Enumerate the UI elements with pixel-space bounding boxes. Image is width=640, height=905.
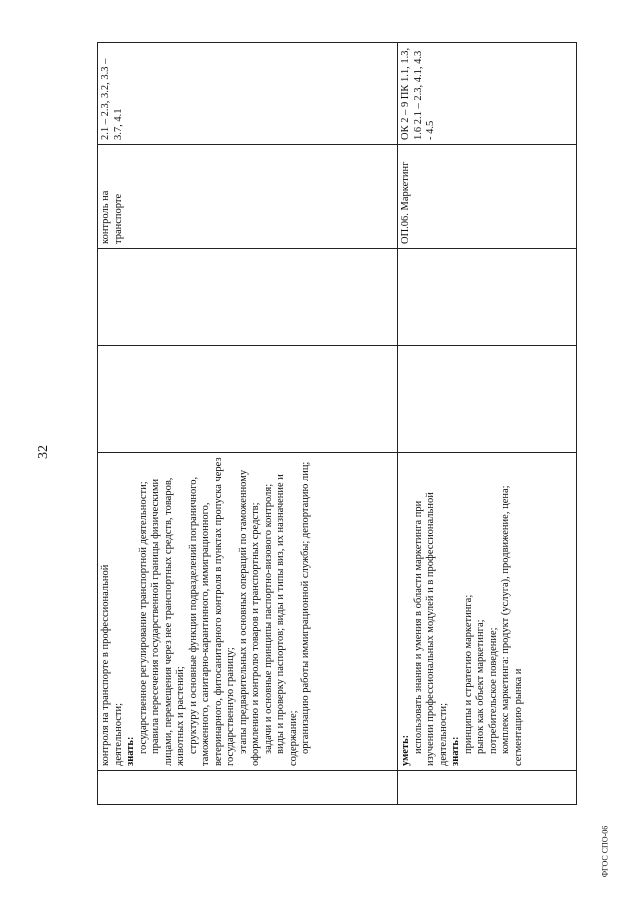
hours-cell: [98, 346, 398, 453]
content-line: использовать знания и умения в области маркетинга при изучении профессиональных модулей и в профессиональной деятельности;: [412, 492, 449, 766]
table-row: [398, 43, 577, 805]
content-cell: [398, 453, 577, 771]
content-line: виды и проверку паспортов; виды и типы виз, их назначение и содержание;: [275, 474, 299, 766]
curriculum-table: [97, 42, 577, 805]
content-line: этапы предварительных и основных операций по таможенному оформлению и контролю товаров и транспортных средств;: [237, 469, 261, 766]
content-line: комплекс маркетинга: продукт (услуга), продвижение, цена; сегментацию рынка и: [500, 485, 524, 766]
knowledge-heading: знать:: [125, 736, 136, 766]
content-line: задачи и основные принципы паспортно-визового контроля;: [262, 483, 274, 754]
hours-cell: [398, 346, 577, 453]
knowledge-heading: знать:: [450, 736, 461, 766]
content-line: государственное регулирование транспортной деятельности;: [137, 481, 149, 754]
curriculum-table-wrapper: [97, 43, 577, 805]
index-cell: [98, 771, 398, 805]
competencies-cell: ОК 2 – 9 ПК 1.1, 1.3, 1.6 2.1 – 2.3, 4.1, 4.3 - 4.5: [398, 43, 577, 145]
content-line: структуру и основные функции подразделений пограничного, таможенного, санитарно-карантинного, иммиграционного, ветеринарного, фитосанитарного контроля в пунктах пропуска через государственную границу;: [187, 457, 236, 766]
competencies-cell: 2.1 – 2.3, 3.2, 3.3 – 3.7, 4.1: [98, 43, 398, 145]
content-line: рынок как объект маркетинга;: [475, 619, 486, 754]
discipline-cell: ОП.06. Маркетинг: [398, 145, 577, 249]
content-line: принципы и стратегию маркетинга;: [462, 594, 474, 754]
content-line: организацию работы иммиграционной службы; депортацию лиц;: [300, 461, 311, 754]
index-cell: [398, 771, 577, 805]
table-row: [98, 43, 398, 805]
skills-heading: уметь:: [400, 734, 411, 766]
discipline-cell: контроль на транспорте: [98, 145, 398, 249]
content-line: правила пересечения государственной границы физическими лицами, перемещения через нее транспортных средств, товаров, животных и растений;: [150, 477, 186, 766]
content-line: деятельности;: [112, 702, 124, 766]
content-line: потребительское поведение;: [487, 627, 499, 754]
content-line: контроля на транспорте в профессиональной: [100, 564, 111, 766]
curriculum-table-rotated: [97, 43, 577, 805]
hours-cell: [398, 249, 577, 346]
hours-cell: [98, 249, 398, 346]
content-cell: [98, 453, 398, 771]
